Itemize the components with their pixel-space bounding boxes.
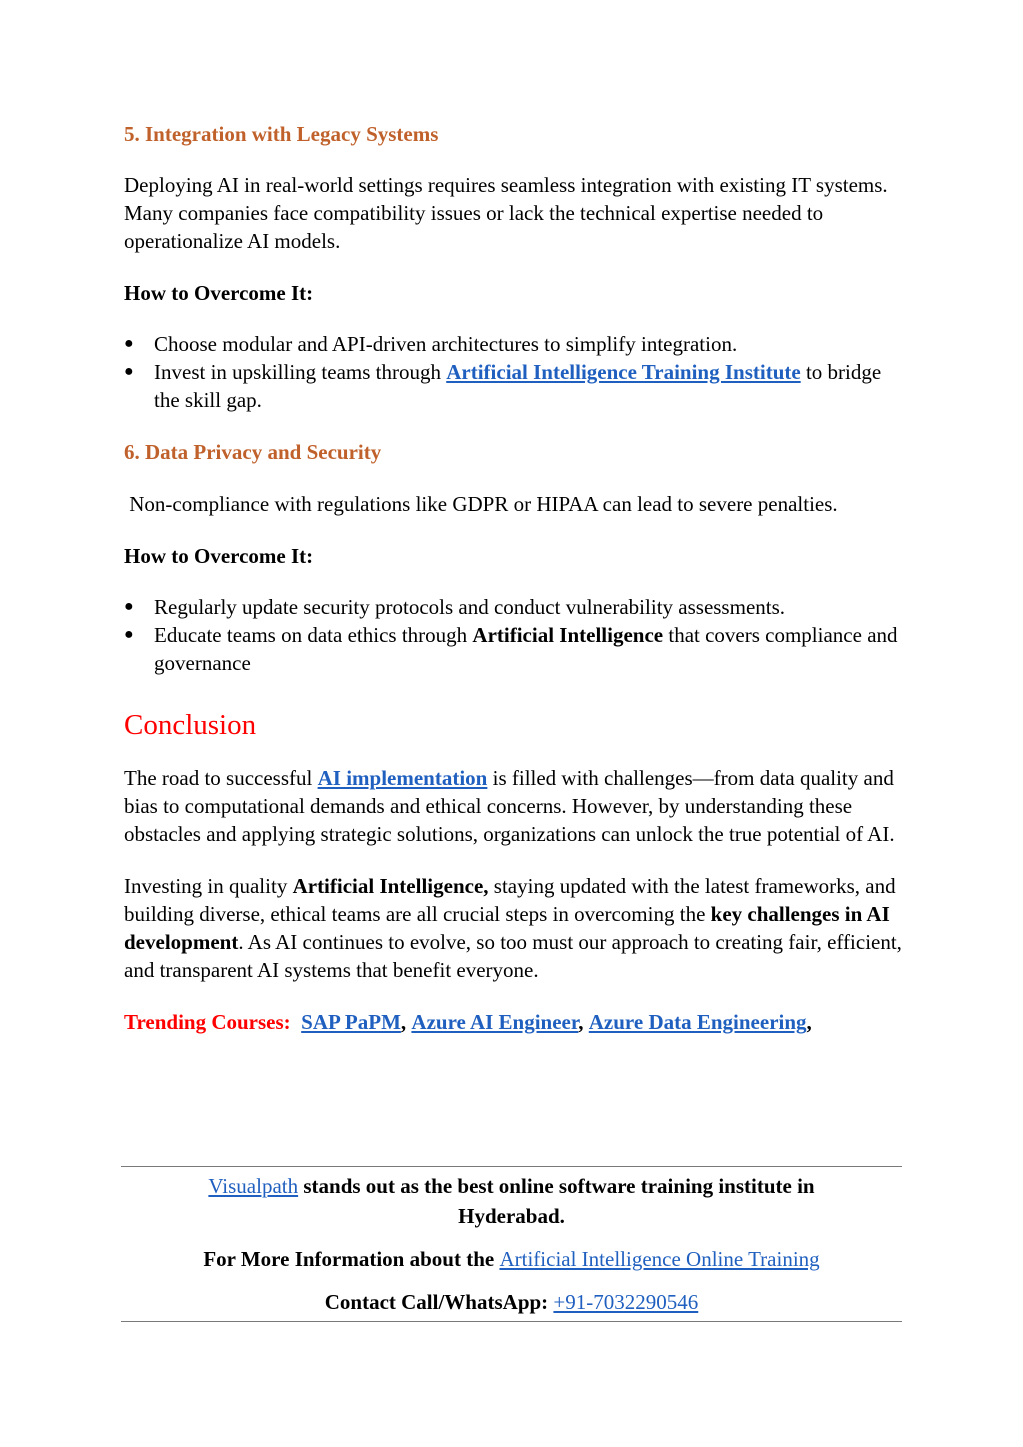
list-item: ● Regularly update security protocols and conduct vulnerability assessments. (124, 595, 786, 619)
bullet-icon: ● (124, 626, 134, 643)
conclusion-paragraph-2: Investing in quality Artificial Intelligence, staying updated with the latest frameworks, and building diverse, ethical teams are all crucial steps in overcoming the key challenges in AI development. As AI continues to evolve, so too must our approach to creating fair, efficient, and transparent AI systems that benefit everyone. (124, 874, 902, 982)
azure-ai-engineer-link[interactable]: Azure AI Engineer (411, 1010, 579, 1034)
footer-line-1: Visualpath stands out as the best online software training institute in Hyderabad. (208, 1174, 815, 1228)
section-6-bullets (124, 593, 904, 677)
section-6-body: Non-compliance with regulations like GDPR or HIPAA can lead to severe penalties. (124, 492, 838, 516)
bullet-icon: ● (124, 335, 134, 352)
footer-line-3: Contact Call/WhatsApp: +91-7032290546 (324, 1290, 699, 1314)
ai-training-institute-link[interactable]: Artificial Intelligence Training Institute (446, 360, 801, 384)
azure-data-engineering-link[interactable]: Azure Data Engineering (588, 1010, 807, 1034)
section-5-bullets (124, 330, 904, 414)
conclusion-paragraph-1: The road to successful AI implementation is filled with challenges—from data quality and bias to computational demands and ethical concerns. However, by understanding these obstacles and applying strategic solutions, organizations can unlock the true potential of AI. (124, 766, 895, 846)
list-item: ● Educate teams on data ethics through Artificial Intelligence that covers compliance and governance (124, 623, 898, 675)
phone-link[interactable]: +91-7032290546 (553, 1290, 699, 1314)
section-6-overcome-heading: How to Overcome It: (124, 544, 314, 568)
trending-courses: Trending Courses: SAP PaPM, Azure AI Engineer, Azure Data Engineering, (124, 1010, 812, 1034)
ai-implementation-link[interactable]: AI implementation (317, 766, 488, 790)
footer-line-2: For More Information about the Artificial Intelligence Online Training (203, 1247, 820, 1271)
bullet-icon: ● (124, 598, 134, 615)
list-item: ● Invest in upskilling teams through Artificial Intelligence Training Institute to bridge the skill gap. (124, 360, 882, 412)
bullet-icon: ● (124, 363, 134, 380)
list-item: ● Choose modular and API-driven architectures to simplify integration. (124, 332, 738, 356)
section-5-body: Deploying AI in real-world settings requires seamless integration with existing IT systems. Many companies face compatibility issues or lack the technical expertise needed to operationalize AI models. (124, 173, 888, 253)
ai-online-training-link[interactable]: Artificial Intelligence Online Training (499, 1247, 820, 1271)
section-5-heading: 5. Integration with Legacy Systems (124, 122, 439, 146)
document-body (124, 120, 904, 1036)
section-6-heading: 6. Data Privacy and Security (124, 440, 382, 464)
sap-papm-link[interactable]: SAP PaPM (301, 1010, 401, 1034)
conclusion-heading: Conclusion (124, 709, 257, 741)
section-5-overcome-heading: How to Overcome It: (124, 281, 314, 305)
trending-courses-label: Trending Courses: (124, 1010, 291, 1034)
visualpath-link[interactable]: Visualpath (208, 1174, 299, 1198)
contact-footer (121, 1166, 902, 1322)
